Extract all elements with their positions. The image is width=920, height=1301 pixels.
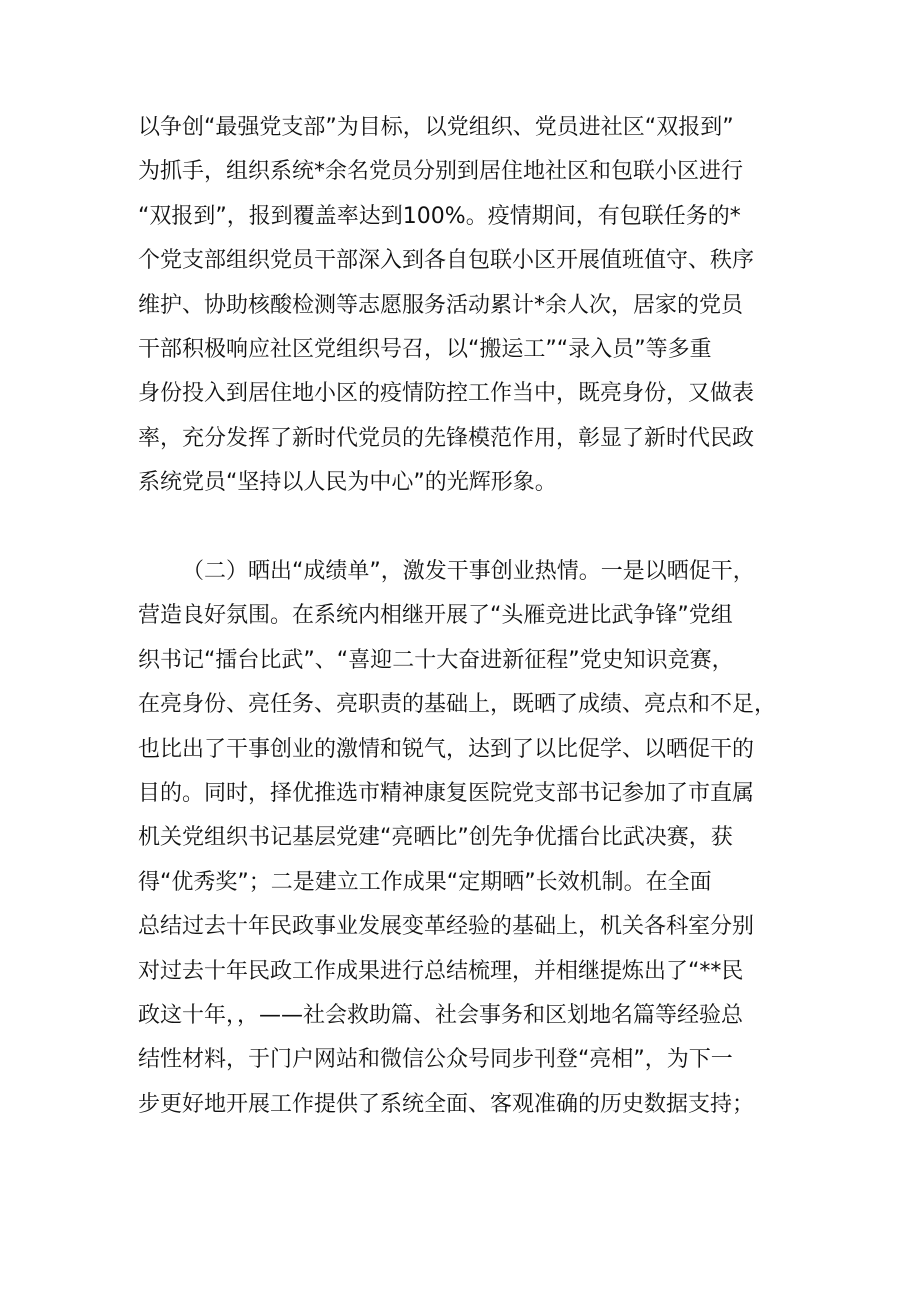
text-line: 总结过去十年民政事业发展变革经验的基础上，机关各科室分别 [138,914,755,940]
text-line: （二）晒出“成绩单”，激发干事创业热情。一是以晒促干， [182,559,755,584]
text-line: 在亮身份、亮任务、亮职责的基础上，既晒了成绩、亮点和不足， [138,692,777,718]
text-line: 个党支部组织党员干部深入到各自包联小区开展值班值守、秩序 [138,248,755,274]
paragraph-report-card [138,550,788,1127]
text-line: 干部积极响应社区党组织号召，以“搬运工”“录入员”等多重 [138,336,712,362]
text-line: 结性材料，于门户网站和微信公众号同步刊登“亮相”，为下一 [138,1047,733,1073]
text-line: 也比出了干事创业的激情和锐气，达到了以比促学、以晒促干的 [138,736,755,762]
text-line: 对过去十年民政工作成果进行总结梳理，并相继提炼出了“**民 [138,958,744,984]
text-line: 率，充分发挥了新时代党员的先锋模范作用，彰显了新时代民政 [138,425,755,451]
text-line: 为抓手，组织系统*余名党员分别到居住地社区和包联小区进行 [138,159,744,185]
text-line: 营造良好氛围。在系统内相继开展了“头雁竞进比武争锋”党组 [138,603,733,629]
paragraph-party-members-report [138,106,788,506]
text-line: 维护、协助核酸检测等志愿服务活动累计*余人次，居家的党员 [138,292,744,318]
text-line: 以争创“最强党支部”为目标，以党组织、党员进社区“双报到” [138,115,734,140]
text-line: 政这十年，，——社会救助篇、社会事务和区划地名篇等经验总 [138,1002,744,1028]
text-line: 织书记“擂台比武”、“喜迎二十大奋进新征程”党史知识竞赛， [138,647,734,673]
text-line: 系统党员“坚持以人民为中心”的光辉形象。 [138,470,557,496]
text-line: 目的。同时，择优推选市精神康复医院党支部书记参加了市直属 [138,780,755,806]
text-line: 机关党组织书记基层党建“亮晒比”创先争优擂台比武决赛，获 [138,825,733,851]
text-line: “双报到”，报到覆盖率达到100%。疫情期间，有包联任务的* [138,203,741,229]
text-line: 身份投入到居住地小区的疫情防控工作当中，既亮身份，又做表 [138,381,755,407]
text-line: 得“优秀奖”；二是建立工作成果“定期晒”长效机制。在全面 [138,869,712,895]
text-line: 步更好地开展工作提供了系统全面、客观准确的历史数据支持； [138,1091,755,1117]
